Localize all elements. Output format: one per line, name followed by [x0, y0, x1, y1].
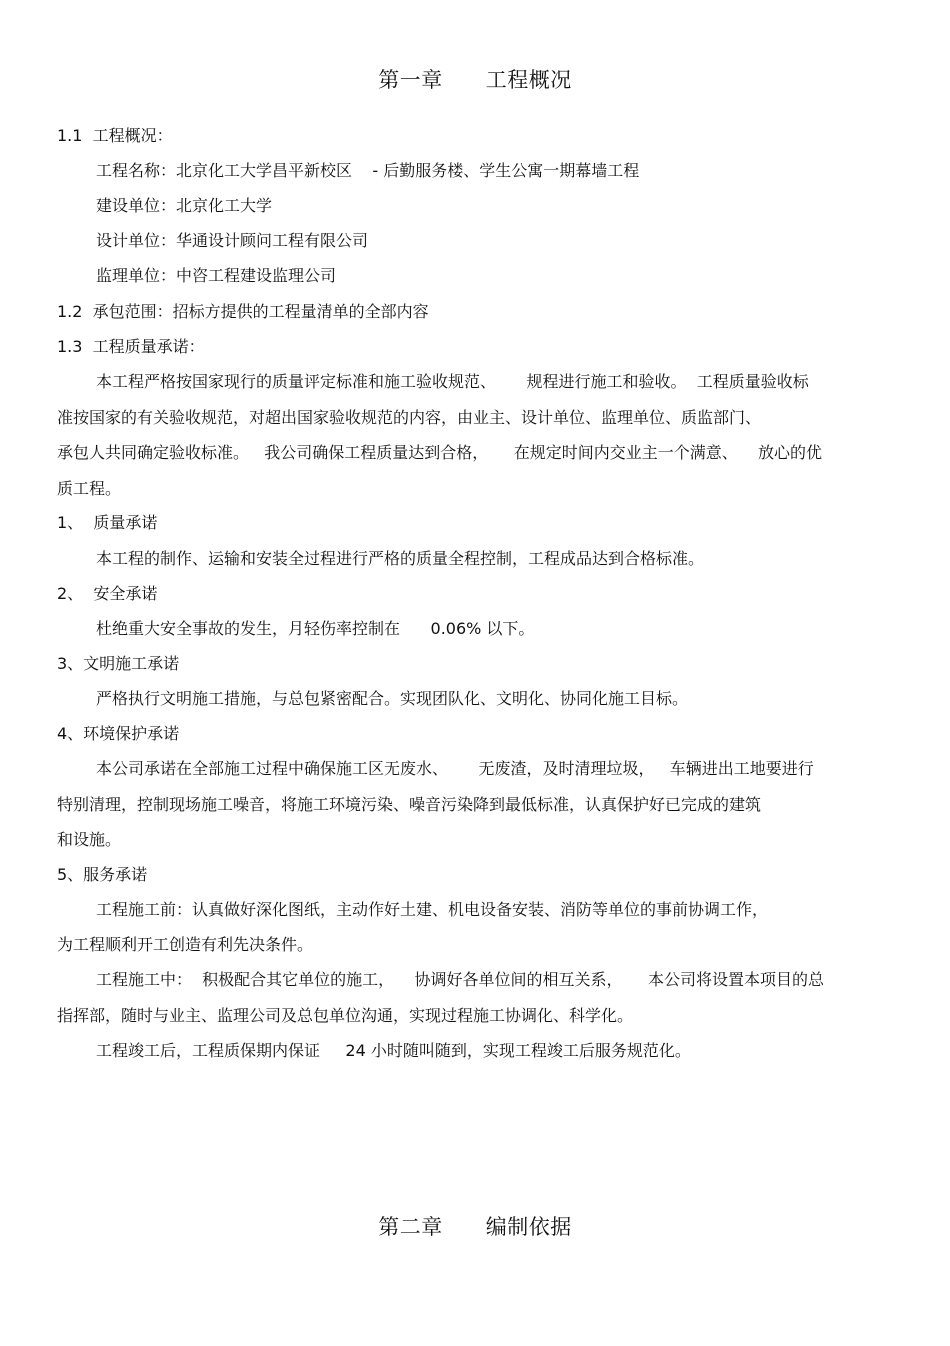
item-5-heading: 5、服务承诺 — [57, 865, 148, 884]
section-1-2-heading: 1.2 承包范围：招标方提供的工程量清单的全部内容 — [57, 302, 429, 321]
item-4-text-line-3: 和设施。 — [57, 830, 122, 849]
item-4-heading: 4、环境保护承诺 — [57, 724, 180, 743]
item-1-heading: 1、 质量承诺 — [57, 513, 158, 532]
item-5-text-line-1: 工程施工前：认真做好深化图纸，主动作好土建、机电设备安装、消防等单位的事前协调工作， — [96, 900, 769, 919]
construction-unit: 建设单位：北京化工大学 — [96, 196, 273, 215]
section-1-1-heading: 1.1 工程概况： — [57, 126, 173, 145]
chapter-2-title: 第二章 编制依据 — [378, 1215, 572, 1239]
item-5-text-line-5: 工程竣工后，工程质保期内保证 24 小时随叫随到，实现工程竣工后服务规范化。 — [96, 1041, 691, 1060]
item-2-heading: 2、 安全承诺 — [57, 584, 158, 603]
item-2-text: 杜绝重大安全事故的发生，月轻伤率控制在 0.06% 以下。 — [96, 619, 535, 638]
section-1-3-heading: 1.3 工程质量承诺： — [57, 337, 205, 356]
item-3-heading: 3、文明施工承诺 — [57, 654, 180, 673]
item-3-text: 严格执行文明施工措施，与总包紧密配合。实现团队化、文明化、协同化施工目标。 — [96, 689, 689, 708]
item-5-text-line-4: 指挥部，随时与业主、监理公司及总包单位沟通，实现过程施工协调化、科学化。 — [57, 1006, 634, 1025]
quality-paragraph-line-1: 本工程严格按国家现行的质量评定标准和施工验收规范、 规程进行施工和验收。 工程质量验收标 — [96, 372, 809, 391]
item-1-text: 本工程的制作、运输和安装全过程进行严格的质量全程控制，工程成品达到合格标准。 — [96, 549, 705, 568]
item-5-text-line-2: 为工程顺利开工创造有利先决条件。 — [57, 935, 314, 954]
quality-paragraph-line-4: 质工程。 — [57, 479, 122, 498]
supervision-unit: 监理单位：中咨工程建设监理公司 — [96, 266, 337, 285]
item-4-text-line-1: 本公司承诺在全部施工过程中确保施工区无废水、 无废渣，及时清理垃圾， 车辆进出工地要进行 — [96, 759, 814, 778]
item-4-text-line-2: 特别清理，控制现场施工噪音，将施工环境污染、噪音污染降到最低标准，认真保护好已完成的建筑 — [57, 795, 762, 814]
design-unit: 设计单位：华通设计顾问工程有限公司 — [96, 231, 369, 250]
quality-paragraph-line-3: 承包人共同确定验收标准。 我公司确保工程质量达到合格， 在规定时间内交业主一个满意、 放心的优 — [57, 443, 823, 462]
chapter-1-title: 第一章 工程概况 — [378, 68, 572, 92]
project-name: 工程名称：北京化工大学昌平新校区 - 后勤服务楼、学生公寓一期幕墙工程 — [96, 161, 640, 180]
item-5-text-line-3: 工程施工中： 积极配合其它单位的施工， 协调好各单位间的相互关系， 本公司将设置本项目的总 — [96, 970, 824, 989]
quality-paragraph-line-2: 准按国家的有关验收规范，对超出国家验收规范的内容，由业主、设计单位、监理单位、质监部门、 — [57, 408, 762, 427]
